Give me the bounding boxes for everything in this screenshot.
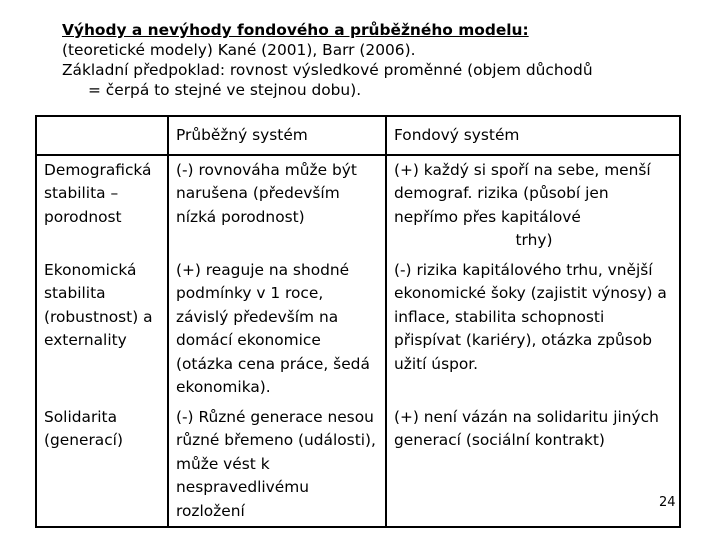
funded-cell bbox=[386, 155, 680, 256]
funded-cell-text-tail: trhy) bbox=[515, 231, 553, 249]
header-cell-empty bbox=[36, 116, 168, 155]
header-line-4: = čerpá to stejné ve stejnou dobu). bbox=[88, 81, 362, 99]
table-row bbox=[36, 155, 680, 256]
header-line-3: Základní předpoklad: rovnost výsledkové proměnné (objem důchodů bbox=[62, 61, 593, 79]
table-header-row bbox=[36, 116, 680, 155]
funded-cell: (-) rizika kapitálového trhu, vnější ekonomické šoky (zajistit výnosy) a inflace, stabilita schopnosti přispívat (kariéry), otázka způsob užití úspor. bbox=[386, 256, 680, 403]
payg-cell: (+) reaguje na shodné podmínky v 1 roce, závislý především na domácí ekonomice (otázka cena práce, šedá ekonomika). bbox=[168, 256, 386, 403]
funded-cell: (+) není vázán na solidaritu jiných generací (sociální kontrakt) bbox=[386, 403, 680, 528]
row-label: Ekonomická stabilita (robustnost) a externality bbox=[36, 256, 168, 403]
header-cell-funded: Fondový systém bbox=[386, 116, 680, 155]
header-cell-payg: Průběžný systém bbox=[168, 116, 386, 155]
table-row bbox=[36, 256, 680, 403]
funded-cell-text: (+) každý si spoří na sebe, menší demograf. rizika (působí jen nepřímo přes kapitálové bbox=[394, 160, 651, 226]
header-line-2: (teoretické modely) Kané (2001), Barr (2006). bbox=[62, 41, 416, 59]
row-label: Demografická stabilita – porodnost bbox=[36, 155, 168, 256]
slide-header bbox=[62, 20, 702, 100]
slide-title: Výhody a nevýhody fondového a průběžného modelu: bbox=[62, 21, 529, 39]
page-number: 24 bbox=[659, 495, 676, 510]
payg-cell: (-) Různé generace nesou různé břemeno (události), může vést k nespravedlivému rozložení bbox=[168, 403, 386, 528]
comparison-table bbox=[35, 115, 681, 528]
table-row bbox=[36, 403, 680, 528]
payg-cell: (-) rovnováha může být narušena (především nízká porodnost) bbox=[168, 155, 386, 256]
row-label: Solidarita (generací) bbox=[36, 403, 168, 528]
